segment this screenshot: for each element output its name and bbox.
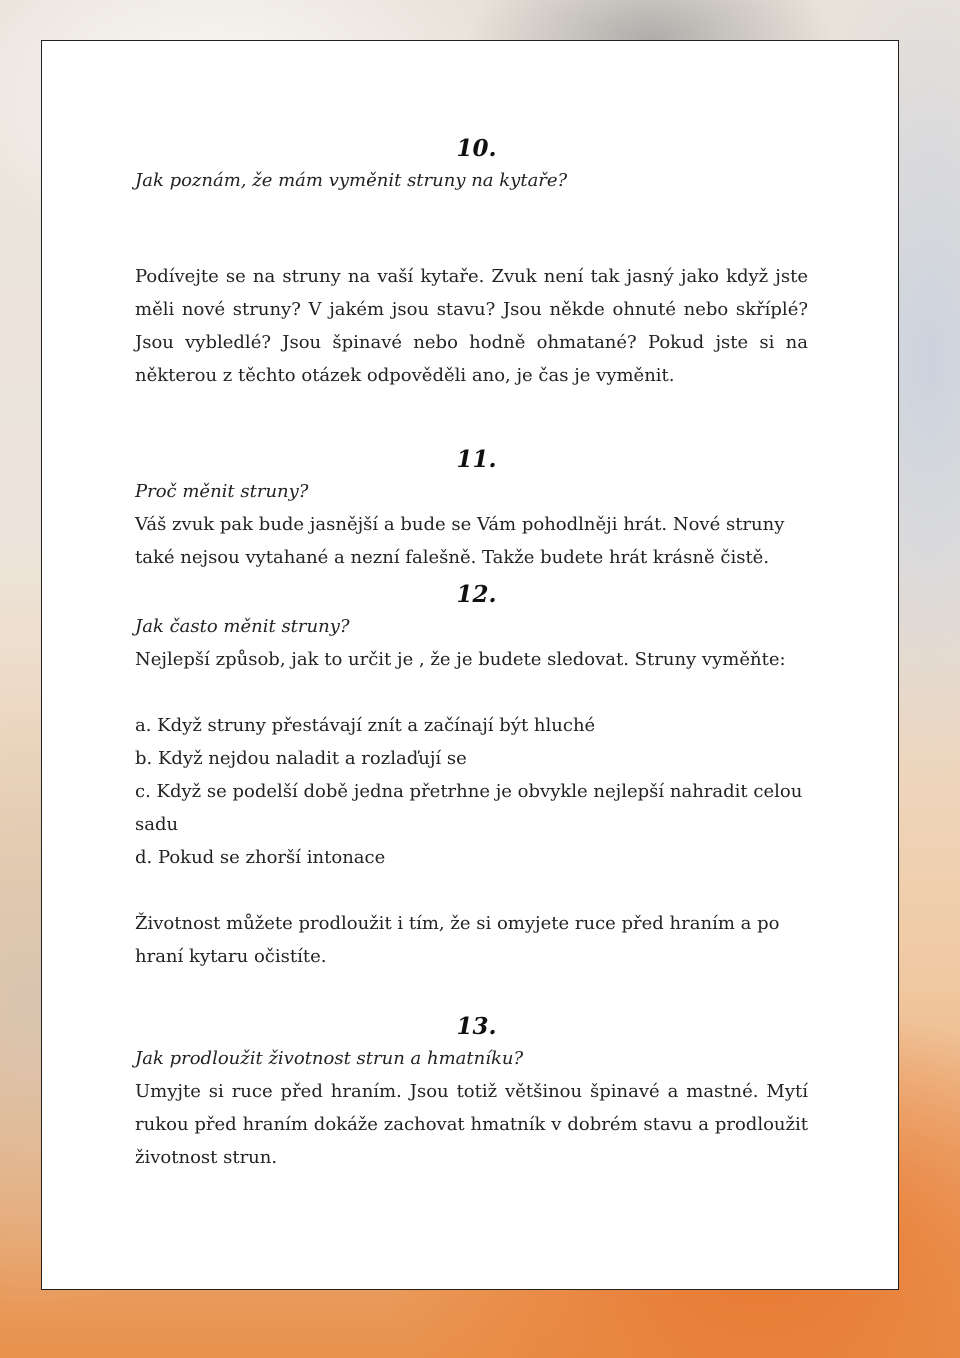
answer-11: Váš zvuk pak bude jasnější a bude se Vám pohodlněji hrát. Nové struny také nejsou vytahané a nezní falešně. Takže budete hrát krásně čistě.	[135, 514, 785, 568]
intro-12: Nejlepší způsob, jak to určit je , že je budete sledovat. Struny vyměňte:	[135, 649, 786, 670]
answer-10: Podívejte se na struny na vaší kytaře. Zvuk není tak jasný jako když jste měli nové struny? V jakém jsou stavu? Jsou někde ohnuté nebo skříplé? Jsou vybledlé? Jsou špinavé nebo hodně ohmatané? Pokud jste si na některou z těchto otázek odpověděli ano, je čas je vyměnit.	[135, 266, 808, 386]
section-number-13: 13.	[456, 1013, 497, 1040]
page-content	[135, 41, 808, 1174]
question-11: Proč měnit struny?	[135, 481, 309, 502]
section-number-11: 11.	[456, 446, 497, 473]
question-12: Jak často měnit struny?	[135, 616, 350, 637]
section-number-12: 12.	[456, 581, 497, 608]
question-10: Jak poznám, že mám vyměnit struny na kytaře?	[135, 170, 568, 191]
list-item: a. Když struny přestávají znít a začínají být hluché	[135, 715, 596, 736]
answer-13: Umyjte si ruce před hraním. Jsou totiž většinou špinavé a mastné. Mytí rukou před hraním dokáže zachovat hmatník v dobrém stavu a prodloužit životnost strun.	[135, 1081, 808, 1168]
list-item: b. Když nejdou naladit a rozlaďují se	[135, 748, 467, 769]
list-item: d. Pokud se zhorší intonace	[135, 847, 386, 868]
note-12: Životnost můžete prodloužit i tím, že si omyjete ruce před hraním a po hraní kytaru očistíte.	[135, 913, 780, 967]
document-page	[41, 40, 899, 1290]
question-13: Jak prodloužit životnost strun a hmatníku?	[135, 1048, 524, 1069]
list-item: c. Když se podelší době jedna přetrhne je obvykle nejlepší nahradit celou sadu	[135, 781, 803, 835]
section-number-10: 10.	[456, 135, 497, 162]
